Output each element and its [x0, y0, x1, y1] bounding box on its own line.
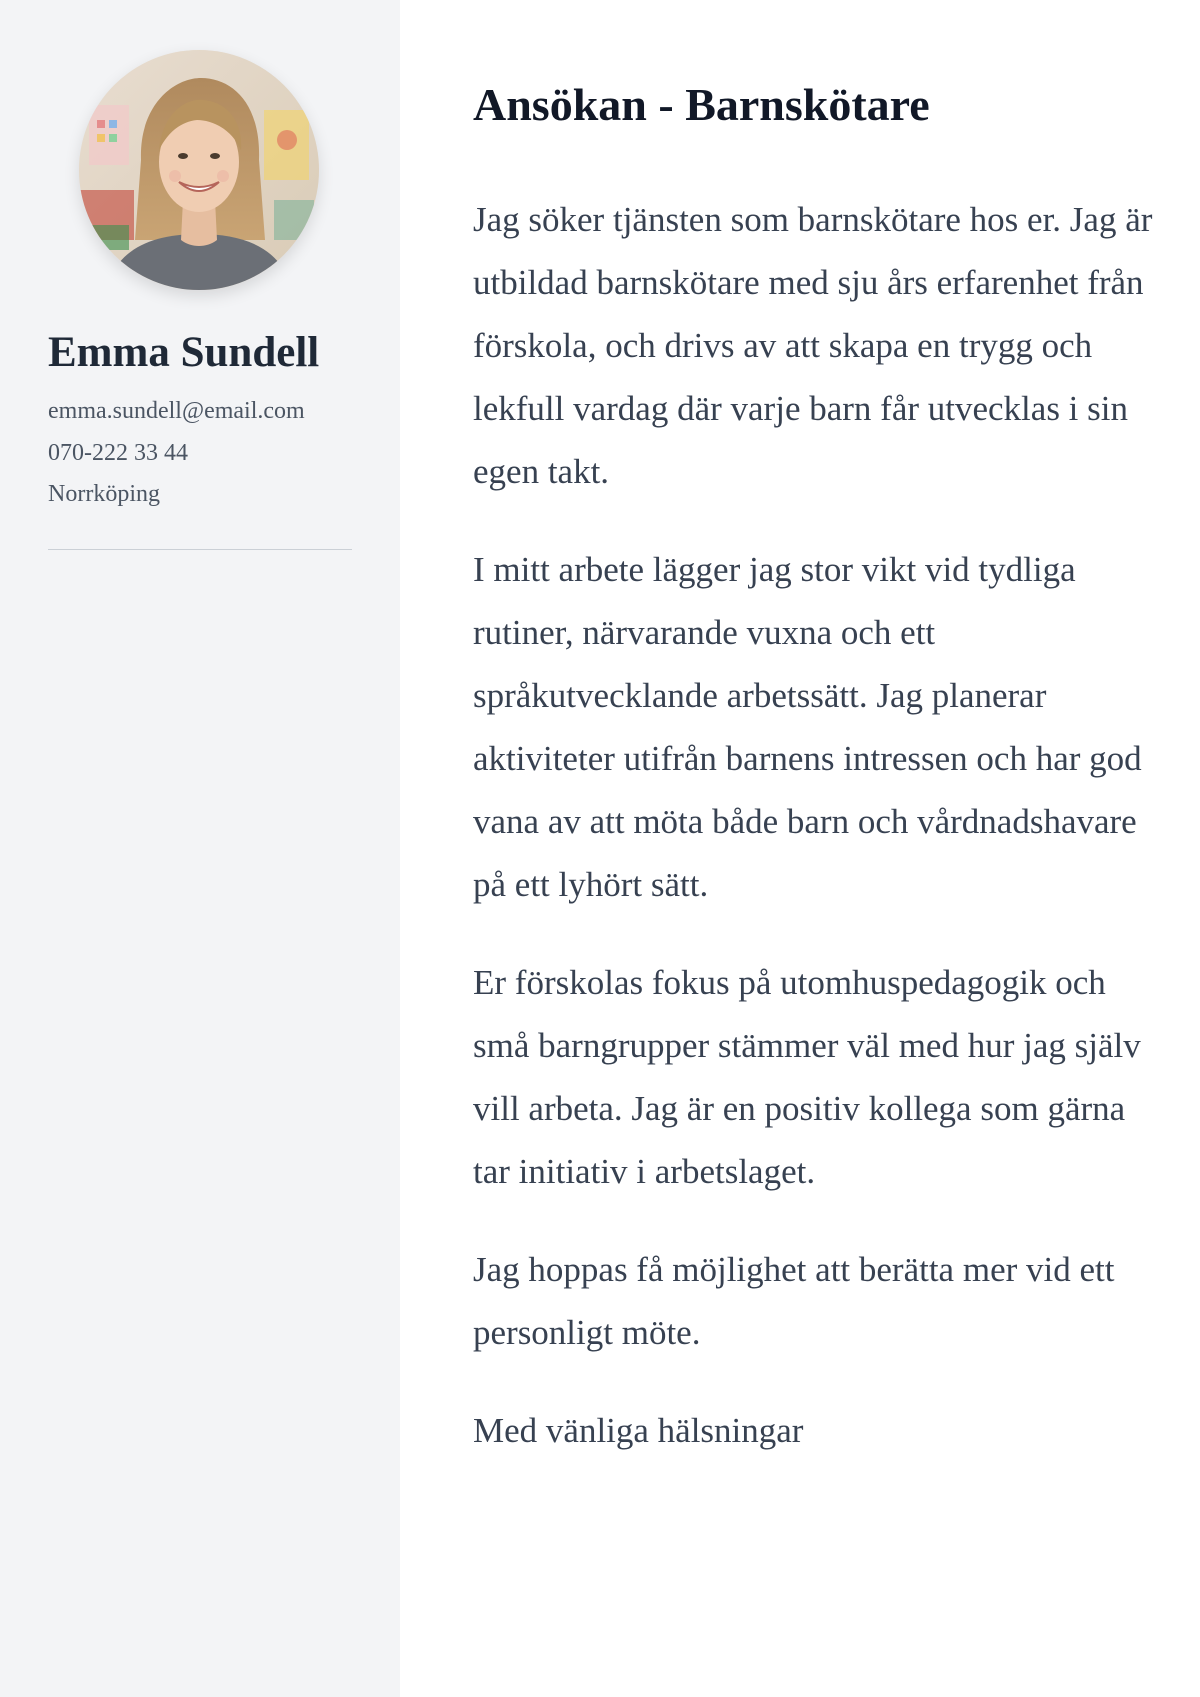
- letter-paragraph: I mitt arbete lägger jag stor vikt vid tydliga rutiner, närvarande vuxna och ett språkutvecklande arbetssätt. Jag planerar aktiviteter utifrån barnens intressen och har god vana av att möta både barn och vårdnadshavare på ett lyhört sätt.: [473, 550, 1142, 904]
- phone-number: 070-222 33 44: [48, 440, 188, 466]
- applicant-name: Emma Sundell: [48, 329, 320, 376]
- avatar: [79, 50, 319, 290]
- letter-content: [400, 0, 1200, 1697]
- letter-paragraph: Jag söker tjänsten som barnskötare hos er. Jag är utbildad barnskötare med sju års erfarenhet från förskola, och drivs av att skapa en trygg och lekfull vardag där varje barn får utvecklas i sin egen takt.: [473, 200, 1153, 491]
- letter-body: [473, 188, 1163, 1497]
- letter-paragraph: Er förskolas fokus på utomhuspedagogik och små barngrupper stämmer väl med hur jag själv vill arbeta. Jag är en positiv kollega som gärna tar initiativ i arbetslaget.: [473, 963, 1141, 1191]
- sidebar: [0, 0, 400, 1697]
- city: Norrköping: [48, 481, 160, 507]
- person-photo-icon: [79, 50, 319, 290]
- letter-paragraph: Jag hoppas få möjlighet att berätta mer vid ett personligt möte.: [473, 1250, 1115, 1352]
- letter-closing: Med vänliga hälsningar: [473, 1411, 804, 1450]
- sidebar-divider: [48, 549, 352, 550]
- letter-title: Ansökan - Barnskötare: [473, 79, 930, 130]
- email-address: emma.sundell@email.com: [48, 398, 305, 424]
